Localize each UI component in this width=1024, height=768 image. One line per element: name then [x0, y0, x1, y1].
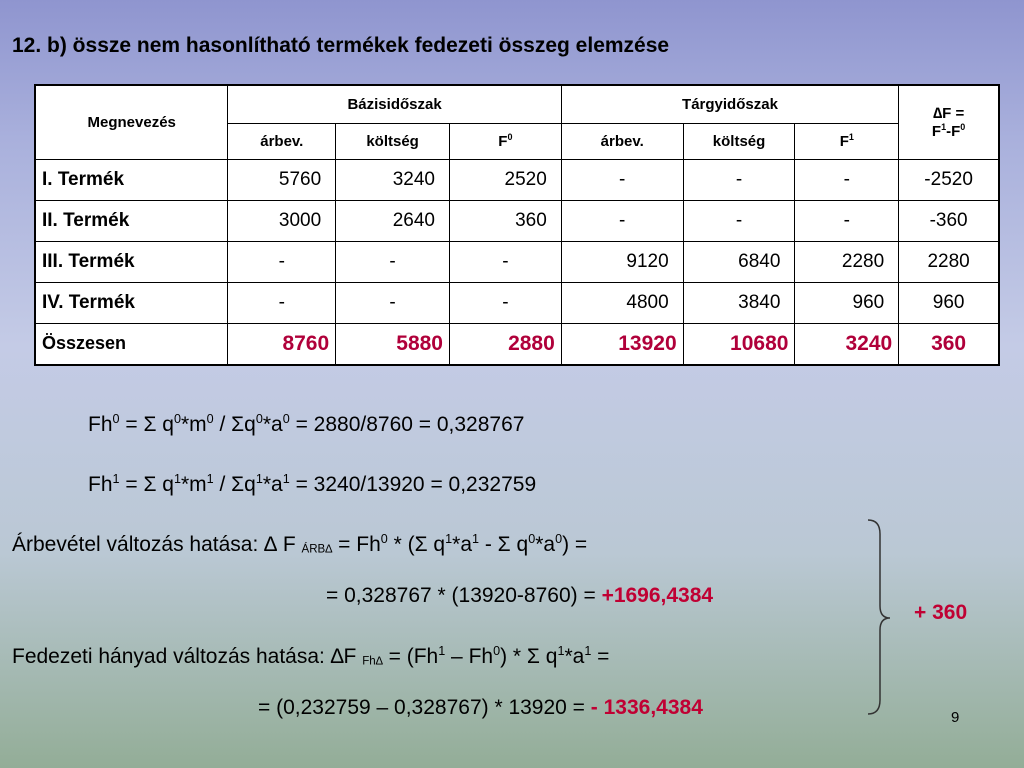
cell-delta: -360: [899, 200, 999, 241]
total-base-revenue: 8760: [228, 323, 336, 365]
cell-current-revenue: 9120: [561, 241, 683, 282]
cell-current-f: 960: [795, 282, 899, 323]
slide-title: 12. b) össze nem hasonlítható termékek fedezeti összeg elemzése: [12, 34, 670, 57]
formula-margin-calc: = (0,232759 – 0,328767) * 13920 = - 1336,4384: [258, 696, 703, 719]
cell-current-f: -: [795, 159, 899, 200]
total-base-f: 2880: [449, 323, 561, 365]
total-base-cost: 5880: [336, 323, 450, 365]
formula-fh1: $Fh^1 = \Sigma$ $q^1*m^1 / \Sigma q^1*a^1 = 3240/13920 = 0,232759$: [88, 472, 537, 496]
cell-base-revenue: 3000: [228, 200, 336, 241]
cell-current-cost: 6840: [683, 241, 795, 282]
cell-current-revenue: 4800: [561, 282, 683, 323]
total-delta: 360: [899, 323, 999, 365]
cell-base-f: 360: [449, 200, 561, 241]
cell-current-f: -: [795, 200, 899, 241]
formula-fh0: $Fh^0 = \Sigma$ $q^0*m^0 / \Sigma q^0*a^0 = 2880/8760 = 0,328767$: [88, 412, 525, 436]
cell-current-cost: -: [683, 159, 795, 200]
cell-current-cost: -: [683, 200, 795, 241]
total-current-revenue: 13920: [561, 323, 683, 365]
curly-brace: [864, 518, 894, 716]
header-base-revenue: árbev.: [228, 123, 336, 159]
header-current-f1: $F^1$: [795, 123, 899, 159]
table-row: [35, 200, 999, 241]
header-delta-top: ∆F =: [932, 104, 965, 122]
formula-revenue-calc: = 0,328767 * (13920-8760) = +1696,4384: [326, 584, 714, 607]
total-row: [35, 323, 999, 365]
cell-base-f: -: [449, 241, 561, 282]
table-row: [35, 159, 999, 200]
cell-delta: 960: [899, 282, 999, 323]
cell-base-cost: 2640: [336, 200, 450, 241]
row-name: I. Termék: [35, 159, 228, 200]
row-name: III. Termék: [35, 241, 228, 282]
formula-revenue-effect: Árbevétel változás hatása: ∆ F ÁRB∆ = $Fh^0 * (\Sigma$ $q^1*a^1$ - Σ $q^0*a^0$) =: [12, 532, 588, 556]
header-delta-bottom: $F^1-F^0$: [931, 121, 966, 140]
cell-current-revenue: -: [561, 200, 683, 241]
cell-base-f: 2520: [449, 159, 561, 200]
total-current-f: 3240: [795, 323, 899, 365]
cell-base-cost: 3240: [336, 159, 450, 200]
cell-base-f: -: [449, 282, 561, 323]
cell-delta: 2280: [899, 241, 999, 282]
page-number: 9: [951, 709, 960, 726]
table-row: [35, 282, 999, 323]
cell-base-cost: -: [336, 282, 450, 323]
total-label: Összesen: [35, 323, 228, 365]
formula-margin-effect: Fedezeti hányad változás hatása: ∆F $Fh\Delta = (Fh^1 - Fh^0) * \Sigma$ $q^1*a^1$ =: [12, 644, 610, 668]
row-name: II. Termék: [35, 200, 228, 241]
row-name: IV. Termék: [35, 282, 228, 323]
cell-base-revenue: -: [228, 282, 336, 323]
header-base-period: Bázisidőszak: [228, 85, 561, 123]
table-row: [35, 241, 999, 282]
coverage-table: [34, 84, 1000, 366]
cell-base-revenue: 5760: [228, 159, 336, 200]
header-base-cost: költség: [336, 123, 450, 159]
header-delta: [899, 85, 999, 159]
sum-effect-label: + 360: [914, 601, 968, 624]
cell-current-f: 2280: [795, 241, 899, 282]
cell-delta: -2520: [899, 159, 999, 200]
header-base-f0: $F^0$: [449, 123, 561, 159]
margin-effect-result: - 1336,4384: [590, 696, 703, 719]
revenue-effect-result: +1696,4384: [601, 584, 714, 607]
cell-current-revenue: -: [561, 159, 683, 200]
header-current-cost: költség: [683, 123, 795, 159]
header-current-period: Tárgyidőszak: [561, 85, 898, 123]
header-name: Megnevezés: [35, 85, 228, 159]
cell-base-cost: -: [336, 241, 450, 282]
cell-base-revenue: -: [228, 241, 336, 282]
header-current-revenue: árbev.: [561, 123, 683, 159]
total-current-cost: 10680: [683, 323, 795, 365]
cell-current-cost: 3840: [683, 282, 795, 323]
